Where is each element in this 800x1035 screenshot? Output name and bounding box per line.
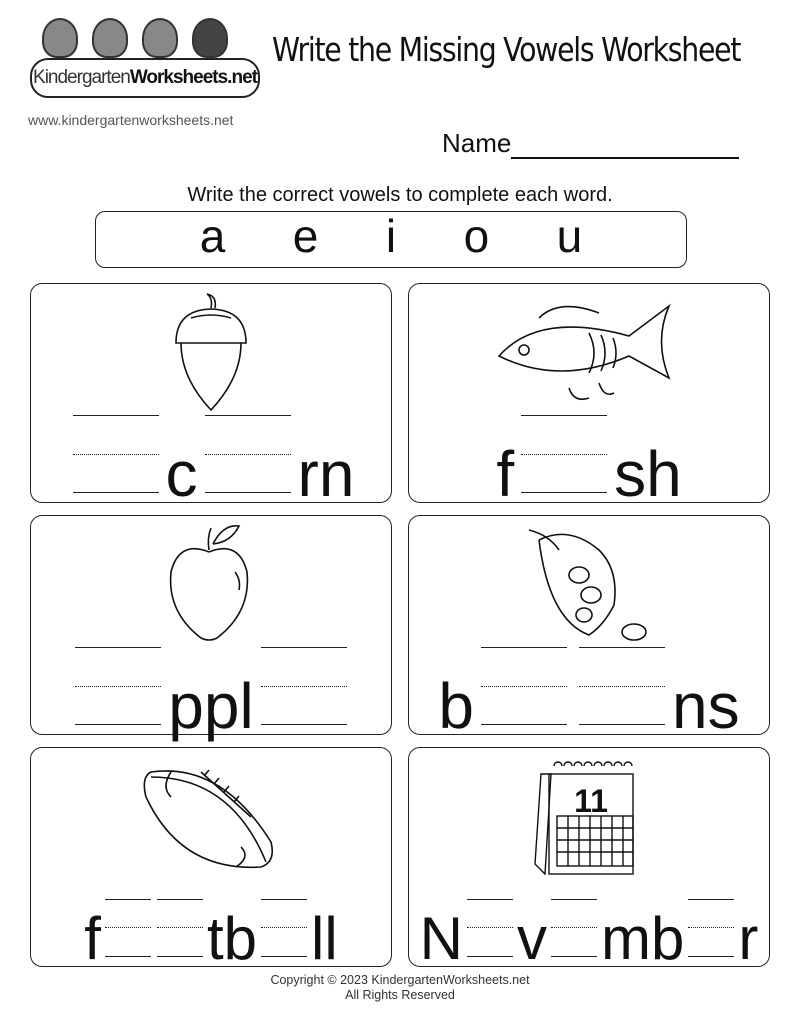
word-letters: v — [517, 905, 547, 972]
vowel-blank[interactable] — [521, 415, 607, 493]
footer — [0, 973, 800, 1003]
football-icon — [131, 752, 291, 876]
vowel: o — [463, 209, 490, 262]
rights-reserved: All Rights Reserved — [345, 988, 455, 1002]
instructions: Write the correct vowels to complete each word. — [187, 184, 613, 206]
word-row — [31, 647, 391, 742]
word-letters: b — [438, 670, 474, 742]
copyright: Copyright © 2023 KindergartenWorksheets.net — [270, 973, 530, 987]
vowel-blank[interactable] — [551, 899, 597, 957]
card-apple — [30, 515, 392, 742]
name-field[interactable] — [442, 128, 739, 159]
vowel: u — [556, 209, 583, 262]
calendar-icon — [529, 752, 649, 876]
kids-illustration — [42, 18, 228, 58]
word-letters: N — [419, 905, 463, 972]
word-letters: mb — [601, 905, 685, 972]
vowel-blank[interactable] — [75, 647, 161, 725]
word-row — [409, 415, 769, 510]
vowel-blank[interactable] — [467, 899, 513, 957]
vowel-blank[interactable] — [105, 899, 151, 957]
apple-icon — [151, 520, 271, 644]
site-url: www.kindergartenworksheets.net — [28, 112, 234, 128]
word-letters: c — [165, 438, 198, 510]
vowel-box — [95, 211, 687, 268]
logo-text-light: Kindergarten — [33, 67, 130, 88]
vowel-blank[interactable] — [205, 415, 291, 493]
word-row — [409, 647, 769, 742]
name-line[interactable] — [511, 129, 739, 159]
word-letters: f — [496, 438, 515, 510]
word-letters: ll — [311, 905, 338, 972]
card-fish — [408, 283, 770, 510]
card-beans — [408, 515, 770, 742]
word-row — [31, 415, 391, 510]
word-letters: ns — [672, 670, 740, 742]
fish-icon — [479, 288, 699, 412]
acorn-icon — [151, 288, 271, 412]
word-letters: rn — [297, 438, 355, 510]
vowel-blank[interactable] — [579, 647, 665, 725]
calendar-number: 11 — [574, 783, 608, 819]
logo-text-bold: Worksheets.net — [129, 67, 257, 88]
vowel-blank[interactable] — [73, 415, 159, 493]
card-acorn — [30, 283, 392, 510]
logo-band — [30, 58, 260, 98]
name-label: Name — [442, 128, 512, 158]
word-letters: f — [84, 905, 101, 972]
card-calendar — [408, 747, 770, 972]
vowel-blank[interactable] — [261, 899, 307, 957]
vowel-blank[interactable] — [481, 647, 567, 725]
site-logo — [28, 18, 260, 110]
word-row — [31, 899, 391, 972]
word-letters: sh — [614, 438, 682, 510]
word-row — [409, 899, 769, 972]
word-letters: r — [738, 905, 759, 972]
word-letters: ppl — [168, 670, 254, 742]
vowel: i — [385, 209, 397, 262]
vowel: e — [292, 209, 319, 262]
beans-icon — [509, 520, 669, 644]
vowel-blank[interactable] — [261, 647, 347, 725]
vowel-blank[interactable] — [157, 899, 203, 957]
vowel: a — [199, 209, 226, 262]
page-title: Write the Missing Vowels Worksheet — [272, 30, 741, 69]
vowel-blank[interactable] — [688, 899, 734, 957]
word-letters: tb — [206, 905, 258, 972]
card-football — [30, 747, 392, 972]
